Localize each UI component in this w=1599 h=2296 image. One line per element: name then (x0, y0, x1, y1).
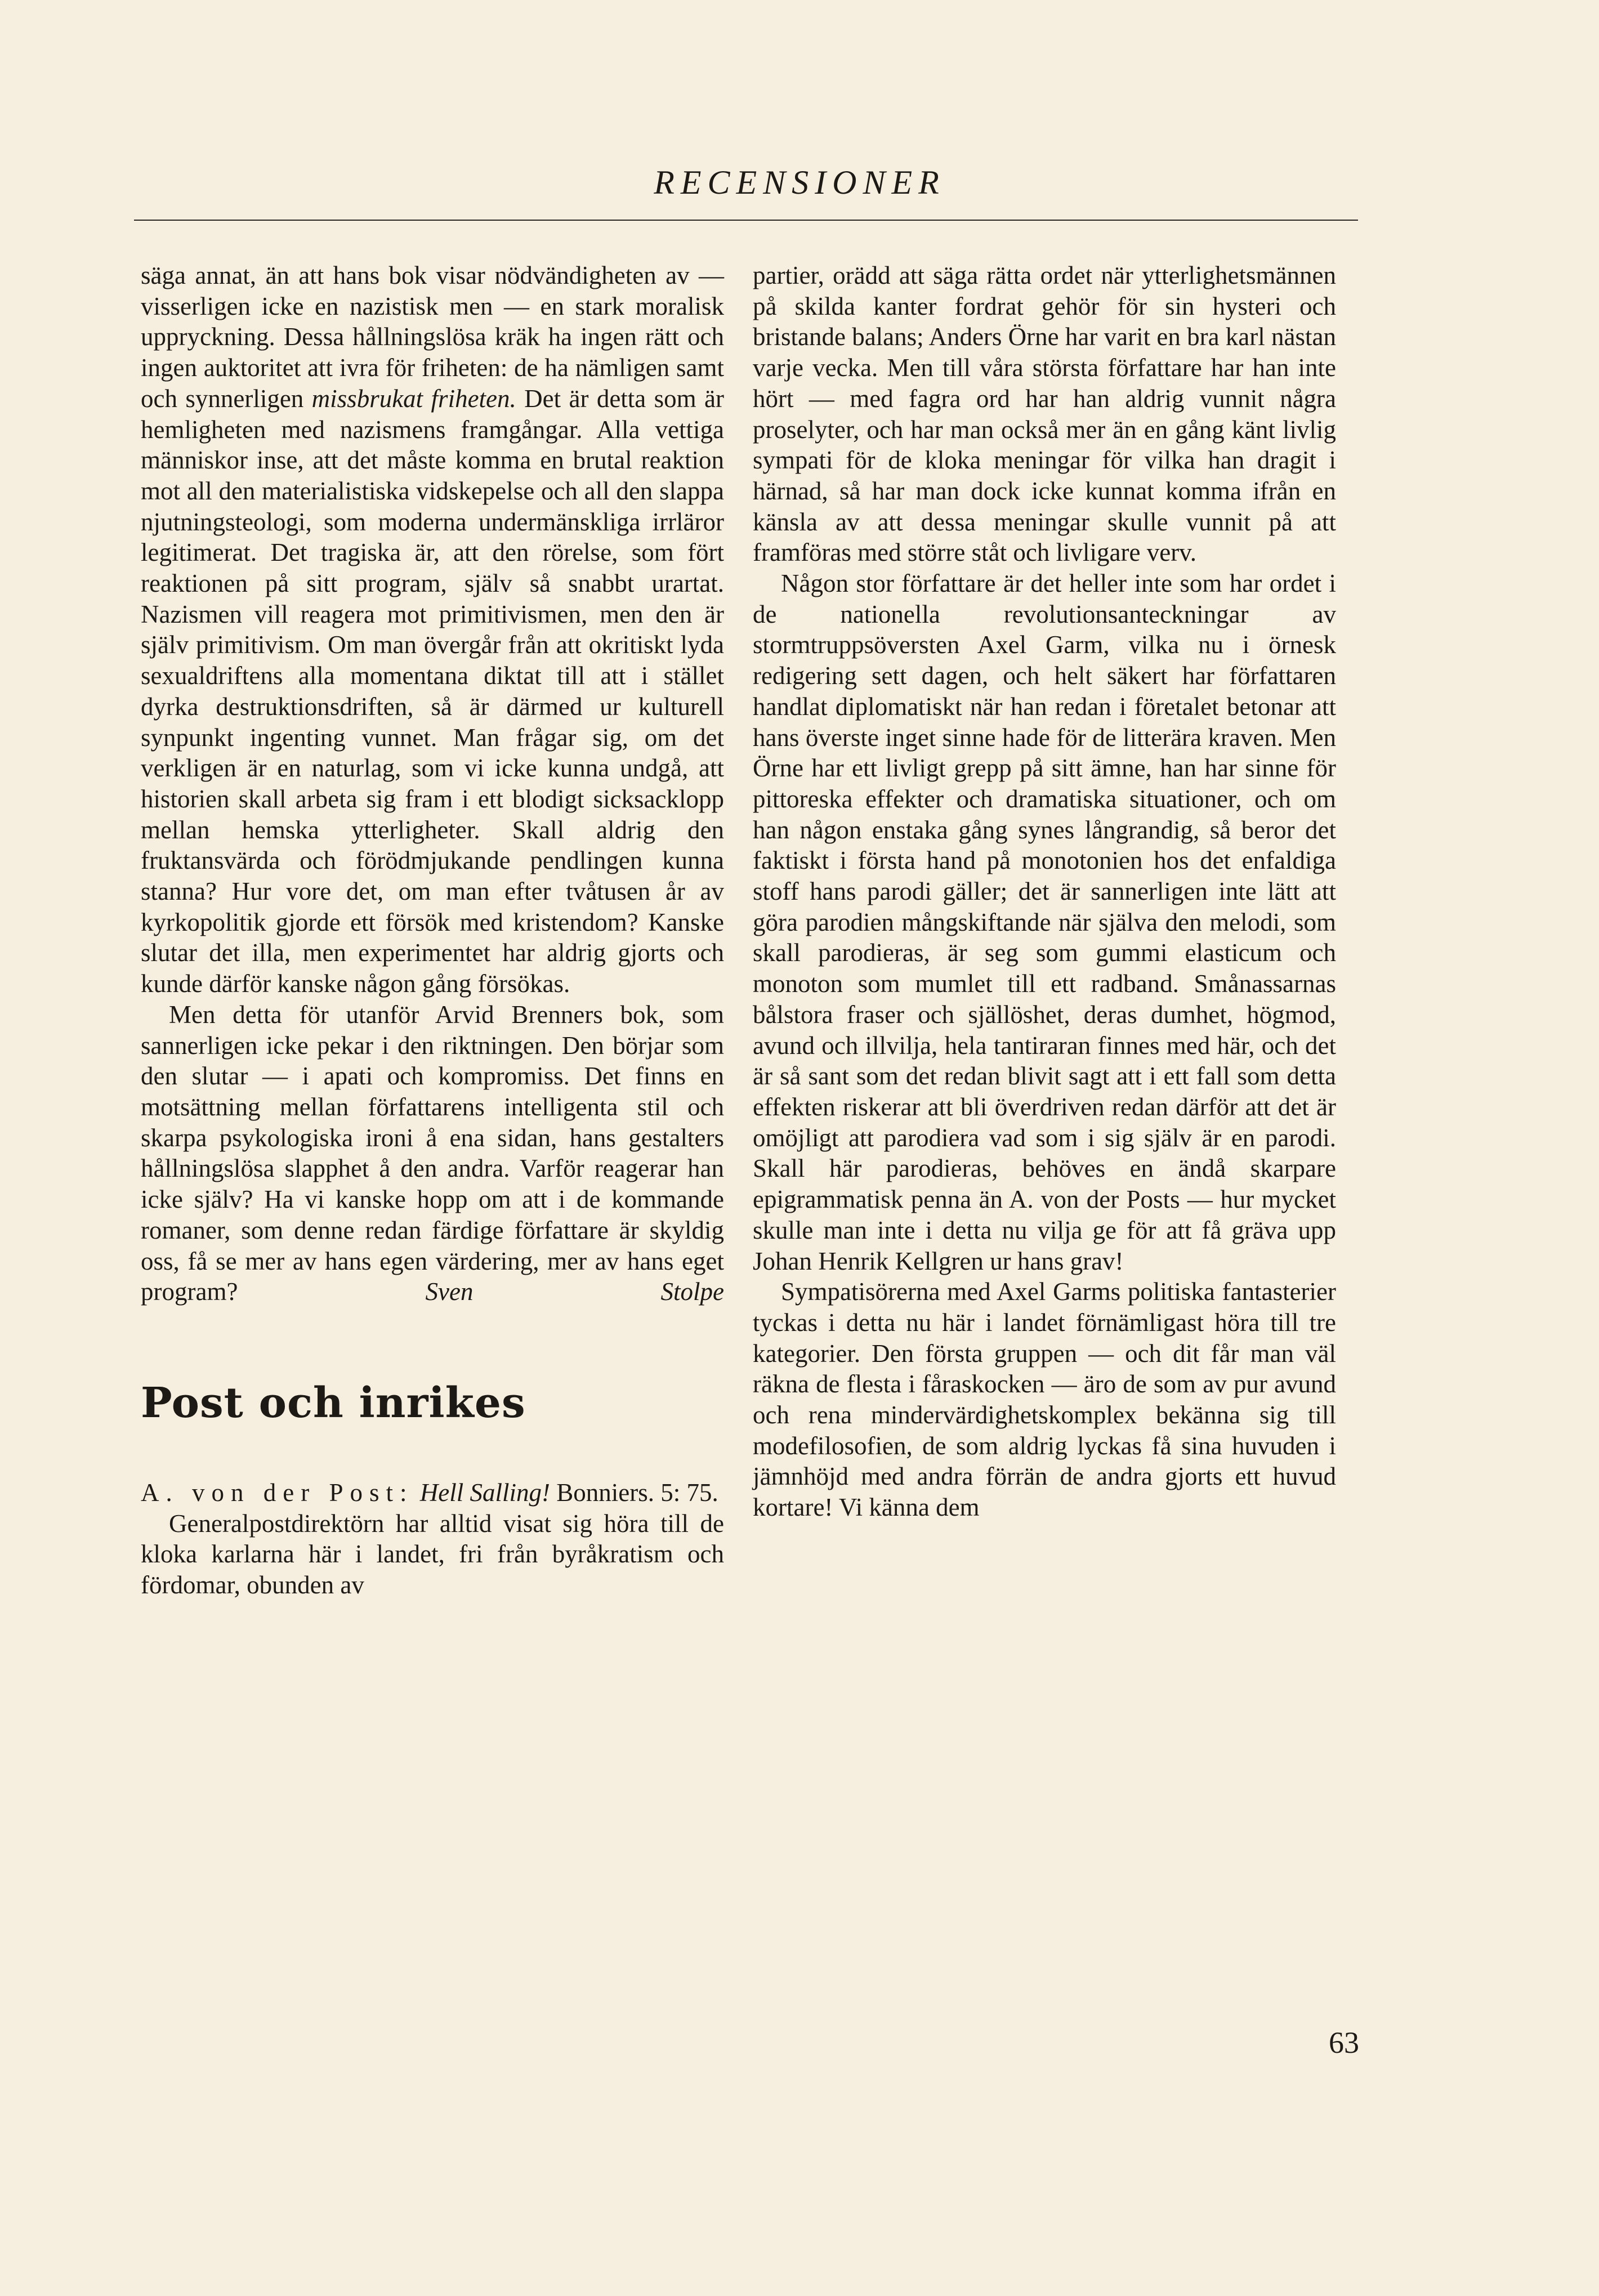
left-p2-text: Men detta för utanför Arvid Brenners bok, som sannerligen icke pekar i den riktningen. Den börjar som den slutar — i apati och kompromiss. Det finns en motsättning mellan författarens intelligenta stil och skarpa psykologiska ironi å ena sidan, hans gestalters hållningslösa slapphet å den andra. Varför reagerar han icke själv? Ha vi kanske hopp om att i de kommande romaner, som denne redan färdige författare är skyldig oss, få se mer av hans egen värdering, mer av hans eget (141, 1000, 724, 1275)
review-publisher: Bonniers. 5: 75. (556, 1478, 718, 1507)
right-paragraph-3: Sympatisörerna med Axel Garms politiska fantasterier tyckas i detta nu här i landet förnämligast höra till tre kategorier. Den första gruppen — och dit får man väl räkna de flesta i fåraskocken — äro de som av pur avund och rena mindervärdighetskomplex bekänna sig till modefilosofien, de som aldrig lyckas få sina huvuden i jämnhöjd med andra förrän de andra gjorts ett huvud kortare! Vi känna dem (753, 1277, 1336, 1522)
right-column (753, 260, 1336, 1523)
right-paragraph-1: partier, orädd att säga rätta ordet när ytterlighetsmännen på skilda kanter fordrat gehör för sin hysteri och bristande balans; Anders Örne har varit en bra karl nästan varje vecka. Men till våra största författare har han inte hört — med fagra ord har han aldrig vunnit några proselyter, och har man också mer än en gång känt livlig sympati för de kloka meningar för vilka han dragit i härnad, så har man dock icke kunnat komma ifrån en känsla av att dessa meningar skulle vunnit på att framföras med större ståt och livligare verv. (753, 261, 1336, 567)
page-number: 63 (1329, 2026, 1359, 2060)
review-signature: Sven Stolpe (425, 1277, 724, 1306)
review-author: A. von der Post: (141, 1478, 414, 1507)
left-paragraph-3: Generalpostdirektörn har alltid visat sig höra till de kloka karlarna här i landet, fri från byråkratism och fördomar, obunden av (141, 1509, 724, 1600)
left-p2-last: program? (141, 1277, 238, 1306)
review-heading (141, 1477, 724, 1508)
left-paragraph-2 (141, 999, 724, 1307)
left-p1-text: säga annat, än att hans bok visar nödvändigheten av — visserligen icke en nazistisk men — en stark moralisk uppryckning. Dessa hållningslösa kräk ha ingen rätt och ingen auktoritet att ivra för friheten: de ha nämligen samt och synnerligen (141, 261, 724, 413)
section-title: Post och inrikes (141, 1378, 526, 1427)
left-paragraph-1 (141, 260, 724, 999)
left-column (141, 260, 724, 1601)
left-p1-emphasis: missbrukat friheten. (311, 384, 516, 413)
left-p1-tail: Det är detta som är hemligheten med nazismens framgångar. Alla vettiga människor inse, att det måste komma en brutal reaktion mot all den materialistiska vidskepelse och all den slappa njutningsteologi, som moderna undermänskliga irrläror legitimerat. Det tragiska är, att den rörelse, som fört reaktionen på sitt program, själv så snabbt urartat. Nazismen vill reagera mot primitivismen, men den är själv primitivism. Om man övergår från att okritiskt lyda sexualdriftens alla momentana diktat till att i stället dyrka destruktionsdriften, så är därmed ur kulturell synpunkt ingenting vunnet. Man frågar sig, om det verkligen är en naturlag, som vi icke kunna undgå, att historien skall arbeta sig fram i ett blodigt sicksacklopp mellan hemska ytterligheter. Skall aldrig den fruktansvärda och förödmjukande pendlingen kunna stanna? Hur vore det, om man efter tvåtusen år av kyrkopolitik gjorde ett försök med kristendom? Kanske slutar det illa, men experimentet har aldrig gjorts och kunde därför kanske någon gång försökas. (141, 384, 725, 998)
header-rule (134, 220, 1358, 221)
running-header: RECENSIONER (654, 164, 945, 201)
right-paragraph-2: Någon stor författare är det heller inte som har ordet i de nationella revolutionsanteckningar av stormtruppsöversten Axel Garm, vilka nu i örnesk redigering sett dagen, och helt säkert har författaren handlat diplomatiskt när han redan i företalet betonar att hans överste inget sinne hade för de litterära kraven. Men Örne har ett livligt grepp på sitt ämne, han har sinne för pittoreska effekter och dramatiska situationer, och om han någon enstaka gång synes långrandig, så beror det faktiskt i första hand på monotonien hos det enfaldiga stoff hans parodi gäller; det är sannerligen inte lätt att göra parodien mångskiftande när själva den melodi, som skall parodieras, är seg som gummi elasticum och monoton som mumlet till ett radband. Smånassarnas bålstora fraser och själlöshet, deras dumhet, högmod, avund och illvilja, hela tantiraran finnes med här, och det är så sant som det redan blivit sagt att i ett fall som detta effekten riskerar att bli överdriven redan därför att det är omöjligt att parodiera vad som i sig själv är en parodi. Skall här parodieras, behöves en ändå skarpare epigrammatisk penna än A. von der Posts — hur mycket skulle man inte i detta nu vilja ge för att få gräva upp Johan Henrik Kellgren ur hans grav! (753, 569, 1336, 1275)
review-book-title: Hell Salling! (419, 1478, 550, 1507)
